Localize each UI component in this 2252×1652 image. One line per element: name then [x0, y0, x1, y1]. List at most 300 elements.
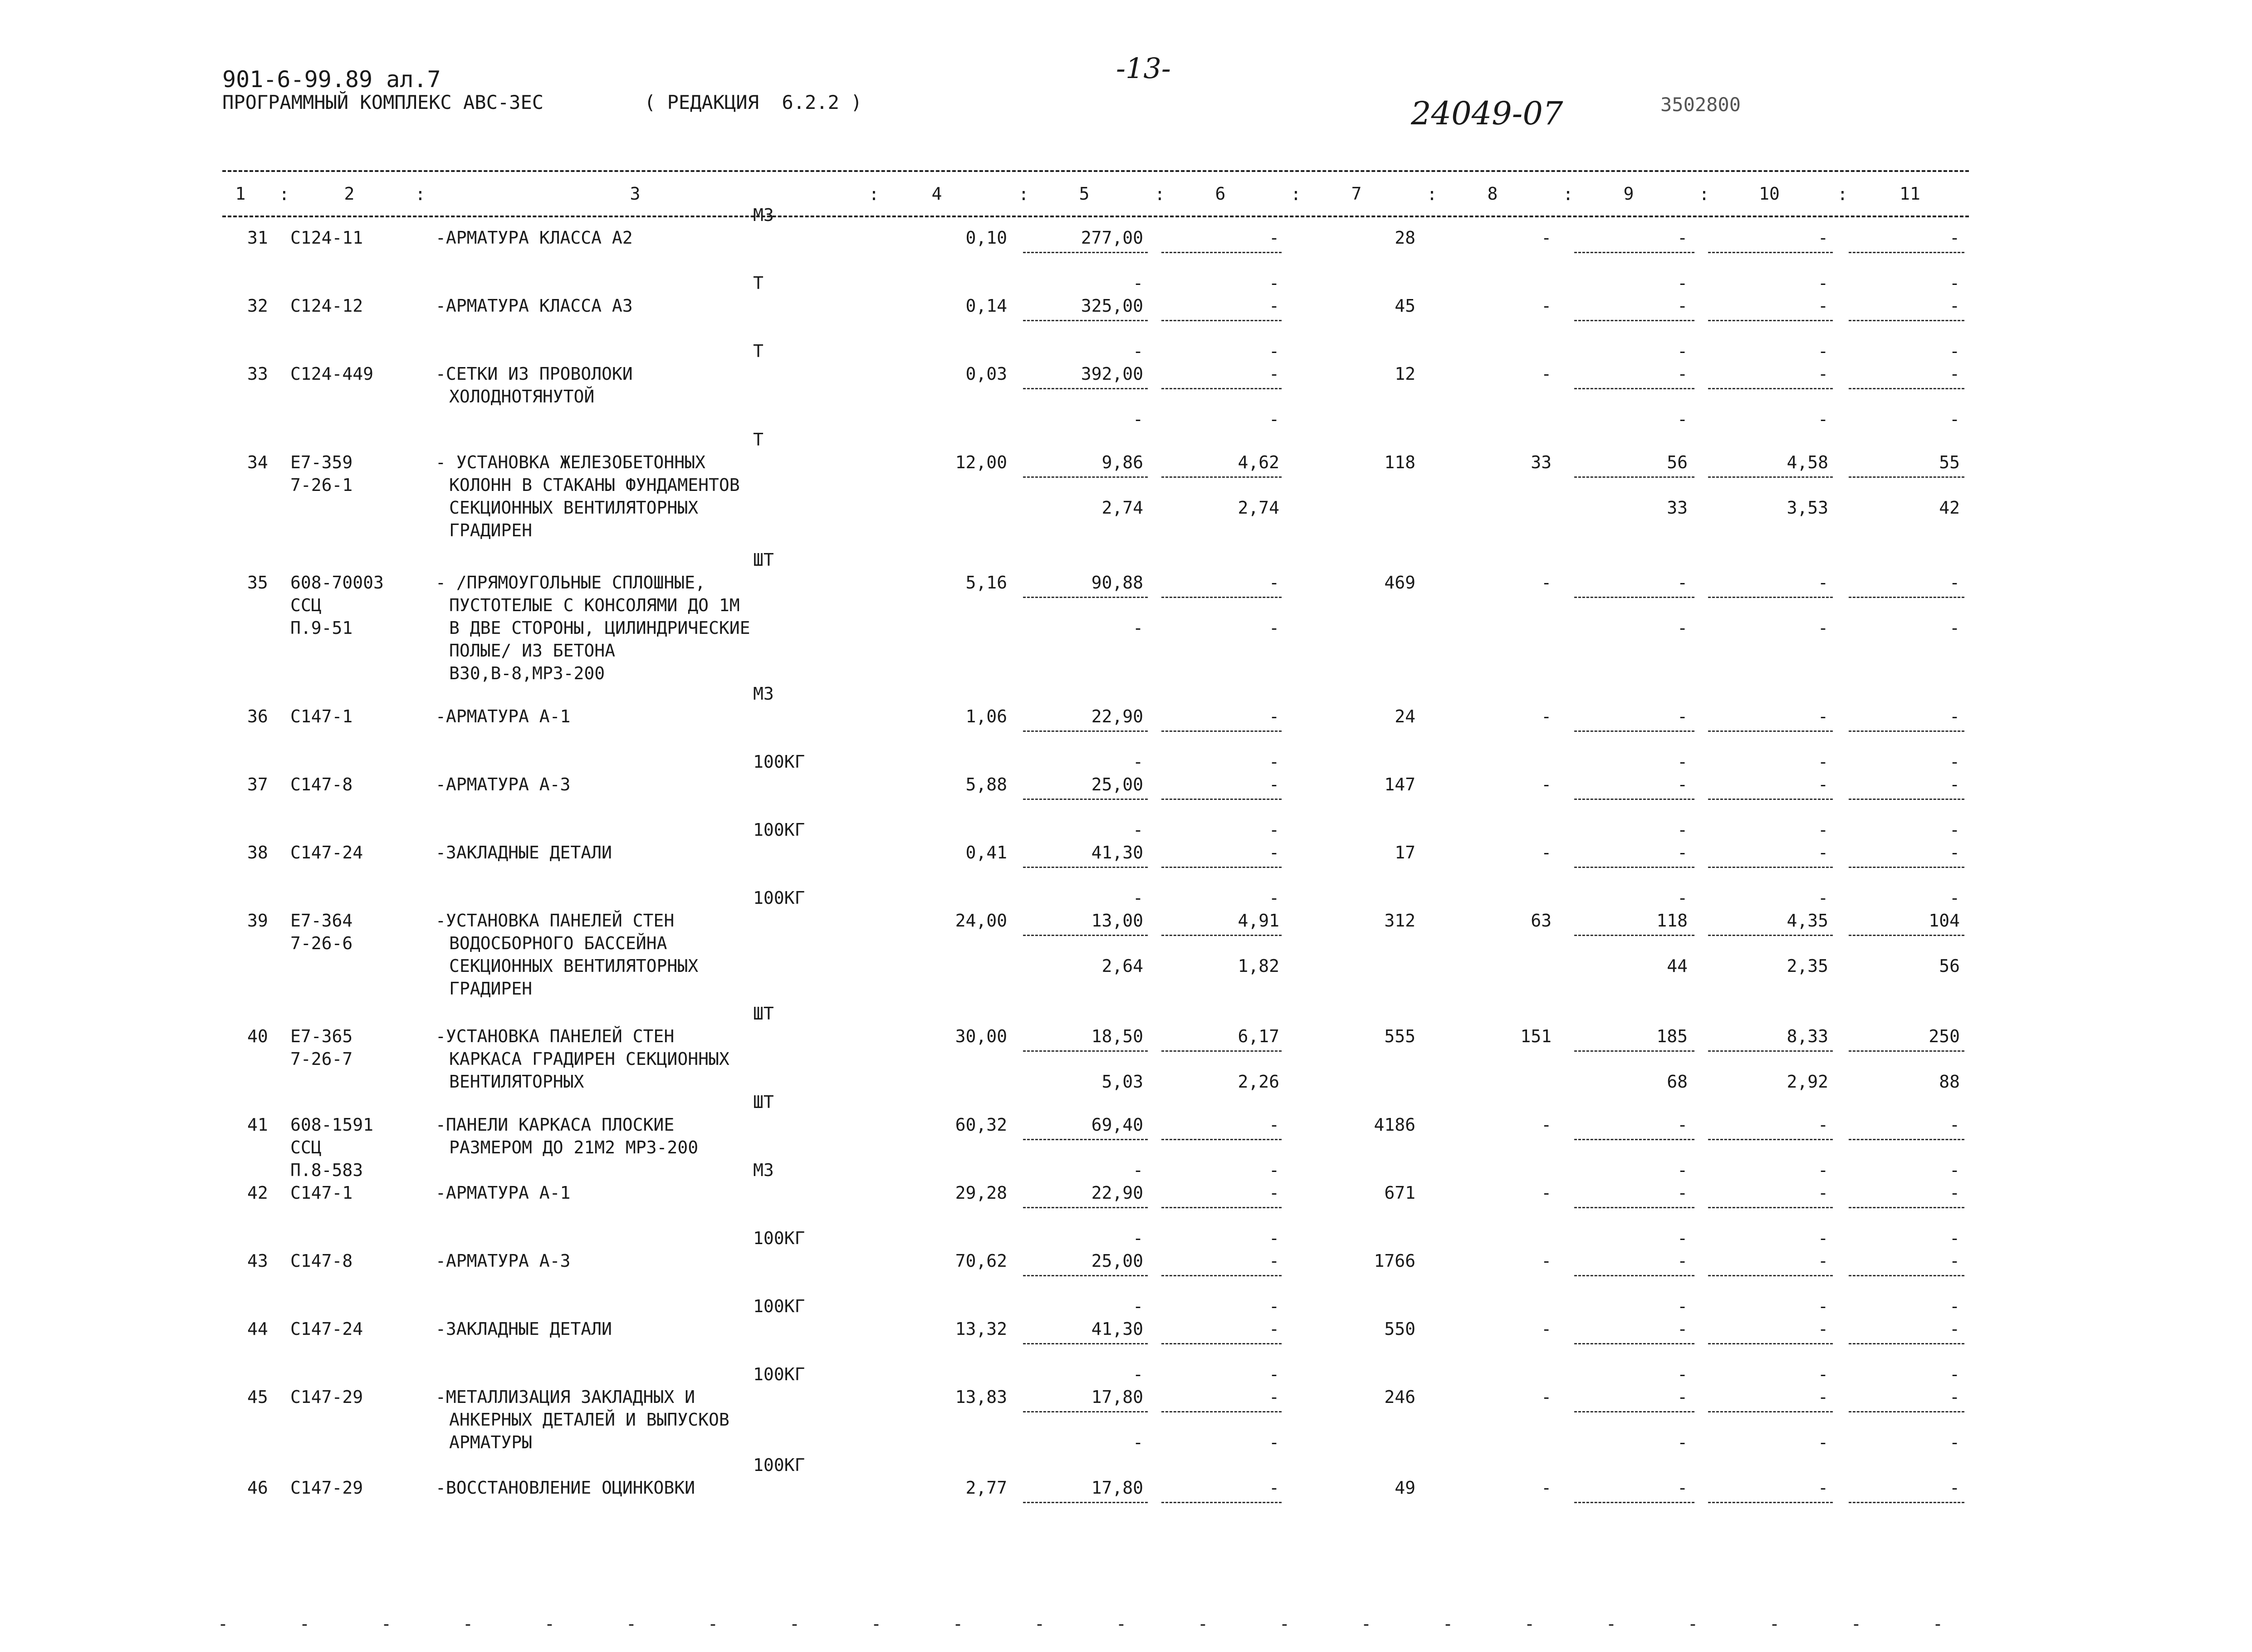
- sub-cell-s10: 3,53: [1787, 498, 1828, 518]
- sub-cell-s10: -: [1818, 820, 1828, 840]
- cell-underline: [1574, 730, 1694, 732]
- row-description: ВОДОСБОРНОГО БАССЕЙНА: [449, 933, 667, 953]
- sub-cell-s10: -: [1818, 1364, 1828, 1384]
- cell-underline: [1023, 1207, 1148, 1208]
- cell-underline: [1161, 1050, 1282, 1052]
- cell-c8: -: [1541, 1387, 1552, 1407]
- row-code: С147-24: [290, 1319, 363, 1339]
- row-code: Е7-359: [290, 452, 353, 472]
- row-description: СЕКЦИОННЫХ ВЕНТИЛЯТОРНЫХ: [449, 956, 699, 976]
- page-number: -13-: [1116, 52, 1171, 85]
- cell-underline: [1023, 320, 1148, 321]
- row-number: 32: [247, 296, 268, 316]
- cell-c8: -: [1541, 1183, 1552, 1203]
- cell-underline: [1574, 1275, 1694, 1276]
- row-description: АНКЕРНЫХ ДЕТАЛЕЙ И ВЫПУСКОВ: [449, 1410, 729, 1430]
- sub-cell-s10: -: [1818, 409, 1828, 429]
- cell-c9: 185: [1656, 1026, 1688, 1046]
- row-description: РАЗМЕРОМ ДО 21М2 МРЗ-200: [449, 1137, 699, 1157]
- unit-label: М3: [753, 1160, 774, 1180]
- footer-dash: -: [1361, 1614, 1371, 1634]
- cell-c8: -: [1541, 296, 1552, 316]
- row-code: ССЦ: [290, 595, 322, 615]
- cell-c10: 4,58: [1787, 452, 1828, 472]
- cell-c10: 4,35: [1787, 911, 1828, 931]
- sub-cell-s11: -: [1949, 341, 1960, 361]
- cell-c5: 90,88: [1091, 573, 1143, 593]
- footer-dash: -: [544, 1614, 555, 1634]
- cell-c11: -: [1949, 296, 1960, 316]
- cell-c11: -: [1949, 1183, 1960, 1203]
- footer-dash: -: [626, 1614, 636, 1634]
- row-number: 41: [247, 1115, 268, 1135]
- row-number: 44: [247, 1319, 268, 1339]
- cell-underline: [1161, 320, 1282, 321]
- sub-cell-s6: -: [1269, 1432, 1279, 1452]
- sub-cell-s9: -: [1677, 888, 1688, 908]
- sub-cell-s5: -: [1133, 1432, 1143, 1452]
- unit-label: ШТ: [753, 1092, 774, 1112]
- cell-underline: [1849, 597, 1964, 598]
- column-header-number: 9: [1623, 184, 1634, 204]
- cell-c9: 56: [1667, 452, 1688, 472]
- unit-label: М3: [753, 684, 774, 704]
- sub-cell-s6: -: [1269, 273, 1279, 293]
- cell-c10: -: [1818, 1251, 1828, 1271]
- cell-underline: [1161, 730, 1282, 732]
- footer-dash: -: [1851, 1614, 1861, 1634]
- cell-c10: -: [1818, 843, 1828, 863]
- cell-c8: -: [1541, 364, 1552, 384]
- cell-c11: -: [1949, 1251, 1960, 1271]
- cell-c11: -: [1949, 228, 1960, 248]
- sub-cell-s11: -: [1949, 888, 1960, 908]
- sub-cell-s11: 42: [1939, 498, 1960, 518]
- cell-c4: 29,28: [955, 1183, 1007, 1203]
- row-description: ГРАДИРЕН: [449, 979, 533, 999]
- row-description: -АРМАТУРА А-1: [436, 706, 571, 726]
- cell-c9: -: [1677, 1251, 1688, 1271]
- cell-c8: -: [1541, 843, 1552, 863]
- sub-cell-s11: -: [1949, 1296, 1960, 1316]
- cell-underline: [1849, 867, 1964, 868]
- cell-underline: [1023, 388, 1148, 389]
- cell-underline: [1849, 1050, 1964, 1052]
- doc-id-code: 3502800: [1660, 93, 1741, 116]
- sub-cell-s6: 2,26: [1238, 1072, 1279, 1092]
- cell-c6: -: [1269, 296, 1279, 316]
- cell-underline: [1708, 252, 1833, 253]
- sub-cell-s9: -: [1677, 820, 1688, 840]
- cell-c11: -: [1949, 1387, 1960, 1407]
- sub-cell-s5: -: [1133, 752, 1143, 772]
- cell-c4: 0,10: [965, 228, 1007, 248]
- cell-underline: [1574, 867, 1694, 868]
- column-header-number: 6: [1215, 184, 1226, 204]
- sub-cell-s5: -: [1133, 1364, 1143, 1384]
- cell-underline: [1574, 935, 1694, 936]
- row-code: С147-1: [290, 706, 353, 726]
- sub-cell-s10: -: [1818, 752, 1828, 772]
- cell-underline: [1161, 935, 1282, 936]
- cell-underline: [1023, 252, 1148, 253]
- cell-c6: 4,62: [1238, 452, 1279, 472]
- cell-c5: 18,50: [1091, 1026, 1143, 1046]
- cell-c9: 118: [1656, 911, 1688, 931]
- cell-c10: -: [1818, 573, 1828, 593]
- sub-cell-s9: -: [1677, 1228, 1688, 1248]
- row-code: С147-29: [290, 1478, 363, 1498]
- sub-cell-s6: -: [1269, 820, 1279, 840]
- sub-cell-s11: -: [1949, 1228, 1960, 1248]
- row-code: Е7-365: [290, 1026, 353, 1046]
- cell-underline: [1849, 320, 1964, 321]
- cell-underline: [1708, 1139, 1833, 1140]
- row-description: КОЛОНН В СТАКАНЫ ФУНДАМЕНТОВ: [449, 475, 740, 495]
- ref-number: 24049-07: [1411, 95, 1563, 132]
- unit-label: Т: [753, 341, 764, 361]
- row-description: КАРКАСА ГРАДИРЕН СЕКЦИОННЫХ: [449, 1049, 729, 1069]
- doc-code: 901-6-99.89 ал.7: [222, 66, 441, 93]
- sub-cell-s9: -: [1677, 1432, 1688, 1452]
- cell-underline: [1023, 1139, 1148, 1140]
- column-header-number: 1: [235, 184, 246, 204]
- sub-cell-s9: -: [1677, 1364, 1688, 1384]
- cell-c9: -: [1677, 1319, 1688, 1339]
- footer-dash: -: [1769, 1614, 1780, 1634]
- sub-cell-s6: -: [1269, 1296, 1279, 1316]
- cell-c7: 45: [1395, 296, 1415, 316]
- sub-cell-s11: -: [1949, 1432, 1960, 1452]
- row-description: -СЕТКИ ИЗ ПРОВОЛОКИ: [436, 364, 633, 384]
- footer-dash: -: [299, 1614, 310, 1634]
- row-code: П.8-583: [290, 1160, 363, 1180]
- row-code: 7-26-6: [290, 933, 353, 953]
- sub-cell-s5: -: [1133, 820, 1143, 840]
- cell-underline: [1708, 1411, 1833, 1412]
- cell-c10: -: [1818, 1183, 1828, 1203]
- row-number: 38: [247, 843, 268, 863]
- cell-underline: [1708, 597, 1833, 598]
- cell-c7: 312: [1384, 911, 1415, 931]
- cell-underline: [1161, 388, 1282, 389]
- cell-underline: [1161, 1139, 1282, 1140]
- sub-cell-s10: 2,92: [1787, 1072, 1828, 1092]
- sub-cell-s5: -: [1133, 1160, 1143, 1180]
- cell-c8: -: [1541, 573, 1552, 593]
- cell-c5: 22,90: [1091, 1183, 1143, 1203]
- cell-c11: -: [1949, 1478, 1960, 1498]
- row-number: 31: [247, 228, 268, 248]
- cell-underline: [1849, 476, 1964, 478]
- sub-cell-s5: -: [1133, 1296, 1143, 1316]
- cell-underline: [1849, 1207, 1964, 1208]
- cell-c8: -: [1541, 775, 1552, 794]
- cell-underline: [1574, 320, 1694, 321]
- row-description: В ДВЕ СТОРОНЫ, ЦИЛИНДРИЧЕСКИЕ: [449, 618, 750, 638]
- cell-c7: 1766: [1374, 1251, 1415, 1271]
- cell-c10: -: [1818, 364, 1828, 384]
- sub-cell-s5: 2,74: [1102, 498, 1143, 518]
- sub-cell-s10: -: [1818, 273, 1828, 293]
- cell-underline: [1023, 1050, 1148, 1052]
- column-separator: :: [1155, 184, 1165, 204]
- row-description: -АРМАТУРА КЛАССА А3: [436, 296, 633, 316]
- cell-c5: 41,30: [1091, 1319, 1143, 1339]
- sub-cell-s5: -: [1133, 409, 1143, 429]
- cell-c6: -: [1269, 1387, 1279, 1407]
- cell-underline: [1574, 1139, 1694, 1140]
- column-header-number: 5: [1079, 184, 1090, 204]
- cell-underline: [1161, 597, 1282, 598]
- cell-c6: -: [1269, 1115, 1279, 1135]
- cell-underline: [1708, 1502, 1833, 1503]
- cell-c7: 17: [1395, 843, 1415, 863]
- row-description: -АРМАТУРА А-3: [436, 1251, 571, 1271]
- cell-c9: -: [1677, 706, 1688, 726]
- cell-c6: -: [1269, 228, 1279, 248]
- cell-c6: 4,91: [1238, 911, 1279, 931]
- cell-c5: 69,40: [1091, 1115, 1143, 1135]
- cell-c6: -: [1269, 1251, 1279, 1271]
- sub-cell-s11: -: [1949, 820, 1960, 840]
- cell-c5: 13,00: [1091, 911, 1143, 931]
- cell-underline: [1849, 1502, 1964, 1503]
- cell-underline: [1574, 388, 1694, 389]
- row-code: С147-8: [290, 1251, 353, 1271]
- cell-underline: [1708, 730, 1833, 732]
- cell-c7: 24: [1395, 706, 1415, 726]
- sub-cell-s6: -: [1269, 1160, 1279, 1180]
- row-description: - /ПРЯМОУГОЛЬНЫЕ СПЛОШНЫЕ,: [436, 573, 705, 593]
- cell-underline: [1161, 1207, 1282, 1208]
- unit-label: Т: [753, 430, 764, 450]
- cell-c4: 0,03: [965, 364, 1007, 384]
- sub-cell-s5: -: [1133, 1228, 1143, 1248]
- cell-c10: -: [1818, 1115, 1828, 1135]
- cell-underline: [1161, 1502, 1282, 1503]
- cell-c10: -: [1818, 775, 1828, 794]
- column-separator: :: [869, 184, 879, 204]
- cell-c6: -: [1269, 843, 1279, 863]
- program-name: ПРОГРАММНЫЙ КОМПЛЕКС АВС-3ЕС: [222, 91, 544, 113]
- sub-cell-s11: -: [1949, 1160, 1960, 1180]
- cell-c6: -: [1269, 775, 1279, 794]
- cell-underline: [1023, 597, 1148, 598]
- cell-c9: -: [1677, 1183, 1688, 1203]
- cell-c4: 1,06: [965, 706, 1007, 726]
- cell-c8: 33: [1531, 452, 1552, 472]
- cell-c4: 70,62: [955, 1251, 1007, 1271]
- cell-underline: [1708, 1343, 1833, 1344]
- row-description: ХОЛОДНОТЯНУТОЙ: [449, 387, 595, 407]
- sub-cell-s11: -: [1949, 273, 1960, 293]
- cell-c9: -: [1677, 1478, 1688, 1498]
- row-description: ПОЛЫЕ/ ИЗ БЕТОНА: [449, 641, 616, 661]
- row-description: -ЗАКЛАДНЫЕ ДЕТАЛИ: [436, 1319, 612, 1339]
- cell-c7: 147: [1384, 775, 1415, 794]
- sub-cell-s9: -: [1677, 273, 1688, 293]
- cell-c9: -: [1677, 775, 1688, 794]
- sub-cell-s5: 5,03: [1102, 1072, 1143, 1092]
- cell-underline: [1708, 320, 1833, 321]
- column-separator: :: [1427, 184, 1437, 204]
- row-number: 43: [247, 1251, 268, 1271]
- row-description: -ЗАКЛАДНЫЕ ДЕТАЛИ: [436, 843, 612, 863]
- cell-c4: 30,00: [955, 1026, 1007, 1046]
- sub-cell-s5: -: [1133, 618, 1143, 638]
- column-header-number: 10: [1759, 184, 1780, 204]
- footer-dash: -: [1688, 1614, 1698, 1634]
- row-description: ПУСТОТЕЛЫЕ С КОНСОЛЯМИ ДО 1М: [449, 595, 740, 615]
- cell-c4: 5,16: [965, 573, 1007, 593]
- cell-c6: -: [1269, 706, 1279, 726]
- sub-cell-s6: -: [1269, 1364, 1279, 1384]
- cell-c4: 0,41: [965, 843, 1007, 863]
- cell-underline: [1023, 1343, 1148, 1344]
- cell-c10: -: [1818, 1478, 1828, 1498]
- cell-c8: -: [1541, 1478, 1552, 1498]
- column-header-number: 11: [1900, 184, 1920, 204]
- row-code: С147-29: [290, 1387, 363, 1407]
- unit-label: М3: [753, 205, 774, 225]
- sub-cell-s5: -: [1133, 273, 1143, 293]
- unit-label: 100КГ: [753, 888, 805, 908]
- column-header-number: 2: [344, 184, 355, 204]
- cell-underline: [1574, 476, 1694, 478]
- cell-c11: 55: [1939, 452, 1960, 472]
- cell-underline: [1574, 1343, 1694, 1344]
- cell-underline: [1849, 252, 1964, 253]
- cell-c4: 5,88: [965, 775, 1007, 794]
- cell-underline: [1708, 799, 1833, 800]
- unit-label: 100КГ: [753, 1296, 805, 1316]
- row-code: 7-26-1: [290, 475, 353, 495]
- footer-dash: -: [1034, 1614, 1045, 1634]
- cell-c4: 2,77: [965, 1478, 1007, 1498]
- sub-cell-s9: 33: [1667, 498, 1688, 518]
- row-code: ССЦ: [290, 1137, 322, 1157]
- row-number: 42: [247, 1183, 268, 1203]
- unit-label: 100КГ: [753, 1364, 805, 1384]
- row-number: 36: [247, 706, 268, 726]
- row-description: -УСТАНОВКА ПАНЕЛЕЙ СТЕН: [436, 911, 675, 931]
- row-description: -МЕТАЛЛИЗАЦИЯ ЗАКЛАДНЫХ И: [436, 1387, 695, 1407]
- sub-cell-s9: -: [1677, 341, 1688, 361]
- sub-cell-s10: -: [1818, 341, 1828, 361]
- footer-dash: -: [1198, 1614, 1208, 1634]
- cell-c10: -: [1818, 706, 1828, 726]
- row-description: ГРАДИРЕН: [449, 520, 533, 540]
- cell-underline: [1023, 1275, 1148, 1276]
- cell-c5: 17,80: [1091, 1387, 1143, 1407]
- cell-underline: [1849, 388, 1964, 389]
- cell-underline: [1574, 1207, 1694, 1208]
- cell-underline: [1023, 867, 1148, 868]
- row-number: 34: [247, 452, 268, 472]
- sub-cell-s10: -: [1818, 1228, 1828, 1248]
- sub-cell-s10: -: [1818, 618, 1828, 638]
- footer-dash: -: [463, 1614, 473, 1634]
- cell-c6: -: [1269, 364, 1279, 384]
- cell-c6: -: [1269, 1319, 1279, 1339]
- cell-underline: [1161, 476, 1282, 478]
- cell-c10: -: [1818, 1319, 1828, 1339]
- cell-underline: [1023, 935, 1148, 936]
- cell-c6: 6,17: [1238, 1026, 1279, 1046]
- cell-underline: [1849, 1343, 1964, 1344]
- cell-underline: [1849, 1139, 1964, 1140]
- cell-c7: 28: [1395, 228, 1415, 248]
- cell-c8: -: [1541, 706, 1552, 726]
- footer-dash: -: [1933, 1614, 1943, 1634]
- cell-underline: [1574, 799, 1694, 800]
- sub-cell-s11: -: [1949, 618, 1960, 638]
- row-number: 39: [247, 911, 268, 931]
- footer-dash: -: [1116, 1614, 1126, 1634]
- cell-c5: 325,00: [1081, 296, 1143, 316]
- cell-underline: [1574, 252, 1694, 253]
- row-description: АРМАТУРЫ: [449, 1432, 533, 1452]
- sub-cell-s6: 1,82: [1238, 956, 1279, 976]
- cell-underline: [1161, 1343, 1282, 1344]
- cell-c7: 550: [1384, 1319, 1415, 1339]
- row-number: 45: [247, 1387, 268, 1407]
- column-separator: :: [415, 184, 426, 204]
- footer-dash: -: [1279, 1614, 1290, 1634]
- sub-cell-s9: -: [1677, 1160, 1688, 1180]
- row-code: С124-12: [290, 296, 363, 316]
- cell-c8: -: [1541, 1115, 1552, 1135]
- sub-cell-s5: -: [1133, 341, 1143, 361]
- row-description: В30,В-8,МРЗ-200: [449, 663, 605, 683]
- cell-underline: [1708, 388, 1833, 389]
- top-rule: [222, 170, 1969, 172]
- cell-c6: -: [1269, 573, 1279, 593]
- column-separator: :: [279, 184, 289, 204]
- cell-underline: [1708, 867, 1833, 868]
- sub-cell-s9: 68: [1667, 1072, 1688, 1092]
- cell-c7: 118: [1384, 452, 1415, 472]
- row-description: -АРМАТУРА КЛАССА А2: [436, 228, 633, 248]
- cell-c6: -: [1269, 1183, 1279, 1203]
- footer-dash: -: [1443, 1614, 1453, 1634]
- cell-c5: 9,86: [1102, 452, 1143, 472]
- cell-c11: -: [1949, 1319, 1960, 1339]
- cell-c5: 277,00: [1081, 228, 1143, 248]
- unit-label: 100КГ: [753, 1228, 805, 1248]
- cell-c9: -: [1677, 573, 1688, 593]
- cell-c10: 8,33: [1787, 1026, 1828, 1046]
- sub-cell-s10: 2,35: [1787, 956, 1828, 976]
- footer-dash: -: [708, 1614, 718, 1634]
- cell-underline: [1023, 1411, 1148, 1412]
- cell-c11: -: [1949, 706, 1960, 726]
- row-code: 7-26-7: [290, 1049, 353, 1069]
- cell-c8: -: [1541, 1251, 1552, 1271]
- sub-cell-s6: 2,74: [1238, 498, 1279, 518]
- column-header-number: 3: [630, 184, 641, 204]
- column-header-number: 4: [931, 184, 942, 204]
- sub-cell-s9: -: [1677, 409, 1688, 429]
- cell-c7: 246: [1384, 1387, 1415, 1407]
- cell-underline: [1708, 1207, 1833, 1208]
- footer-dash: -: [953, 1614, 963, 1634]
- cell-underline: [1708, 935, 1833, 936]
- column-separator: :: [1291, 184, 1301, 204]
- row-description: -ВОССТАНОВЛЕНИЕ ОЦИНКОВКИ: [436, 1478, 695, 1498]
- column-separator: :: [1699, 184, 1709, 204]
